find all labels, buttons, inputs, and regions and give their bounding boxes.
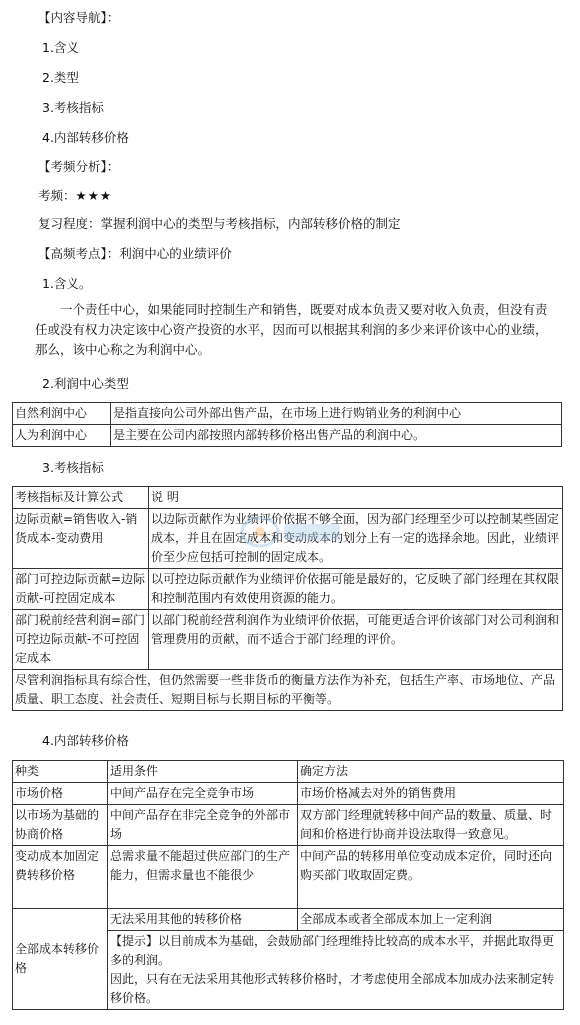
section-3-title: 3.考核指标 [42, 460, 104, 475]
price-method: 中间产品的转移用单位变动成本定价，同时还向购买部门收取固定费。 [298, 846, 564, 909]
indicators-table [12, 486, 563, 711]
table-row [13, 909, 564, 931]
price-condition: 总需求量不能超过供应部门的生产能力，但需求量也不能很少 [108, 846, 298, 909]
table-row [13, 509, 563, 569]
type-name: 自然利润中心 [13, 403, 111, 425]
review-degree: 复习程度：掌握利润中心的类型与考核指标，内部转移价格的制定 [38, 216, 401, 231]
indicators-footer: 尽管利润指标具有综合性，但仍然需要一些非货币的衡量方法作为补充，包括生产率、市场地位、产品质量、职工态度、社会责任、短期目标与长期目标的平衡等。 [13, 670, 563, 711]
price-method: 全部成本或者全部成本加上一定利润 [298, 909, 564, 931]
table-row [13, 783, 564, 805]
column-header: 适用条件 [108, 761, 298, 783]
section-4-title: 4.内部转移价格 [42, 733, 129, 748]
nav-item: 3.考核指标 [42, 100, 104, 115]
type-name: 人为利润中心 [13, 425, 111, 447]
table-row [13, 610, 563, 670]
table-row [13, 846, 564, 909]
tip-text: 【提示】以目前成本为基础，会鼓励部门经理维持比较高的成本水平，并据此取得更多的利润。 [110, 934, 555, 967]
price-kind: 市场价格 [13, 783, 108, 805]
frequency-label: 考频： [38, 188, 76, 203]
price-kind: 变动成本加固定费转移价格 [13, 846, 108, 909]
section-1-title: 1.含义。 [42, 276, 92, 291]
price-condition: 无法采用其他的转移价格 [108, 909, 298, 931]
table-row [13, 805, 564, 846]
price-method: 市场价格减去对外的销售费用 [298, 783, 564, 805]
column-header: 说 明 [149, 487, 563, 509]
analysis-heading: 【考频分析】： [38, 159, 120, 174]
indicator-note: 以边际贡献作为业绩评价依据不够全面，因为部门经理至少可以控制某些固定成本，并且在固定成本和变动成本的划分上有一定的选择余地。因此，业绩评价至少应包括可控制的固定成本。 [149, 509, 563, 569]
nav-heading: 【内容导航】： [38, 10, 120, 25]
nav-item: 2.类型 [42, 70, 79, 85]
center-types-table [12, 402, 562, 447]
tip-text: 因此，只有在无法采用其他形式转移价格时，才考虑使用全部成本加成办法来制定转移价格。 [110, 972, 555, 1005]
table-header-row [13, 487, 563, 509]
indicator-formula: 部门税前经营利润=部门可控边际贡献-不可控固定成本 [13, 610, 149, 670]
indicator-note: 以部门税前经营利润作为业绩评价依据，可能更适合评价该部门对公司利润和管理费用的贡献，而不适合于部门经理的评价。 [149, 610, 563, 670]
section-2-title: 2.利润中心类型 [42, 376, 129, 391]
nav-item: 1.含义 [42, 40, 79, 55]
hot-topic-title: 【高频考点】：利润中心的业绩评价 [38, 246, 232, 261]
column-header: 种类 [13, 761, 108, 783]
column-header: 考核指标及计算公式 [13, 487, 149, 509]
frequency-stars: ★★★ [75, 188, 113, 203]
table-row [13, 425, 562, 447]
full-cost-tip [108, 931, 564, 1010]
transfer-price-table [12, 760, 564, 1010]
column-header: 确定方法 [298, 761, 564, 783]
table-row [13, 670, 563, 711]
type-desc: 是指直接向公司外部出售产品，在市场上进行购销业务的利润中心 [111, 403, 562, 425]
definition-paragraph: 一个责任中心，如果能同时控制生产和销售，既要对成本负责又要对收入负责，但没有责任或没有权力决定该中心资产投资的水平，因而可以根据其利润的多少来评价该中心的业绩，那么，该中心称之为利润中心。 [35, 302, 548, 357]
frequency-line [38, 186, 112, 204]
price-kind: 以市场为基础的协商价格 [13, 805, 108, 846]
indicator-formula: 部门可控边际贡献=边际贡献-可控固定成本 [13, 569, 149, 610]
type-desc: 是主要在公司内部按照内部转移价格出售产品的利润中心。 [111, 425, 562, 447]
nav-item: 4.内部转移价格 [42, 130, 129, 145]
indicator-note: 以可控边际贡献作为业绩评价依据可能是最好的，它反映了部门经理在其权限和控制范围内有效使用资源的能力。 [149, 569, 563, 610]
table-header-row [13, 761, 564, 783]
indicator-formula: 边际贡献=销售收入-销货成本-变动费用 [13, 509, 149, 569]
price-condition: 中间产品存在非完全竞争的外部市场 [108, 805, 298, 846]
table-row [13, 403, 562, 425]
price-condition: 中间产品存在完全竞争市场 [108, 783, 298, 805]
price-method: 双方部门经理就转移中间产品的数量、质量、时间和价格进行协商并设法取得一致意见。 [298, 805, 564, 846]
price-kind: 全部成本转移价格 [13, 909, 108, 1010]
table-row [13, 569, 563, 610]
